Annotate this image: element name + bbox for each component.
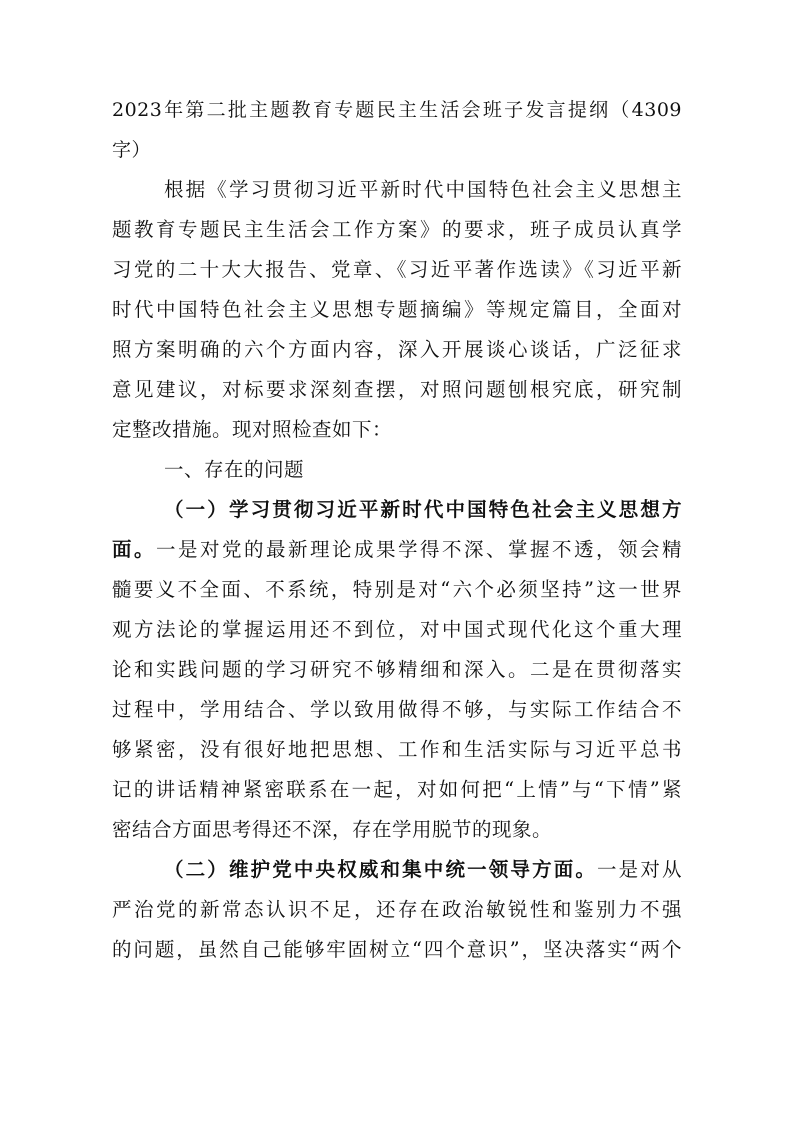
subsection-1-line: 记的讲话精神紧密联系在一起，对如何把“上情”与“下情”紧 — [112, 778, 682, 801]
subsection-1-heading-end: 面。 — [112, 538, 156, 561]
subsection-1-text: 一是对党的最新理论成果学得不深、掌握不透，领会精 — [156, 538, 682, 561]
document-title-line-2: 字） — [112, 139, 152, 161]
subsection-1-line: 够紧密，没有很好地把思想、工作和生活实际与习近平总书 — [112, 738, 682, 761]
intro-line: 根据《学习贯彻习近平新时代中国特色社会主义思想主 — [164, 178, 682, 201]
intro-line: 照方案明确的六个方面内容，深入开展谈心谈话，广泛征求 — [112, 338, 682, 361]
subsection-1-line — [112, 530, 682, 570]
subsection-1-line: 髓要义不全面、不系统，特别是对“六个必须坚持”这一世界 — [112, 578, 682, 601]
section-heading: 一、存在的问题 — [164, 458, 305, 481]
document-content — [112, 90, 682, 970]
intro-line: 习党的二十大大报告、党章、《习近平著作选读》《习近平新 — [112, 258, 682, 281]
subsection-1-heading: （一）学习贯彻习近平新时代中国特色社会主义思想方 — [164, 498, 682, 521]
subsection-2-line: 严治党的新常态认识不足，还存在政治敏锐性和鉴别力不强 — [112, 898, 682, 921]
subsection-1-line: 密结合方面思考得还不深，存在学用脱节的现象。 — [112, 818, 553, 841]
subsection-2-line: 的问题，虽然自己能够牢固树立“四个意识”，坚决落实“两个 — [112, 938, 682, 961]
intro-line: 时代中国特色社会主义思想专题摘编》等规定篇目，全面对 — [112, 298, 682, 321]
subsection-1-line: 过程中，学用结合、学以致用做得不够，与实际工作结合不 — [112, 698, 682, 721]
subsection-1-line: 论和实践问题的学习研究不够精细和深入。二是在贯彻落实 — [112, 658, 682, 681]
subsection-2-text: 一是对从 — [597, 858, 682, 881]
intro-line: 定整改措施。现对照检查如下： — [112, 418, 393, 441]
intro-line: 意见建议，对标要求深刻查摆，对照问题刨根究底，研究制 — [112, 378, 682, 401]
intro-line: 题教育专题民主生活会工作方案》的要求，班子成员认真学 — [112, 218, 682, 241]
document-title-line-1: 2023年第二批主题教育专题民主生活会班子发言提纲（4309 — [112, 99, 682, 121]
subsection-2-heading: （二）维护党中央权威和集中统一领导方面。 — [164, 858, 598, 881]
subsection-1-line: 观方法论的掌握运用还不到位，对中国式现代化这个重大理 — [112, 618, 682, 641]
subsection-2-line — [112, 850, 682, 890]
